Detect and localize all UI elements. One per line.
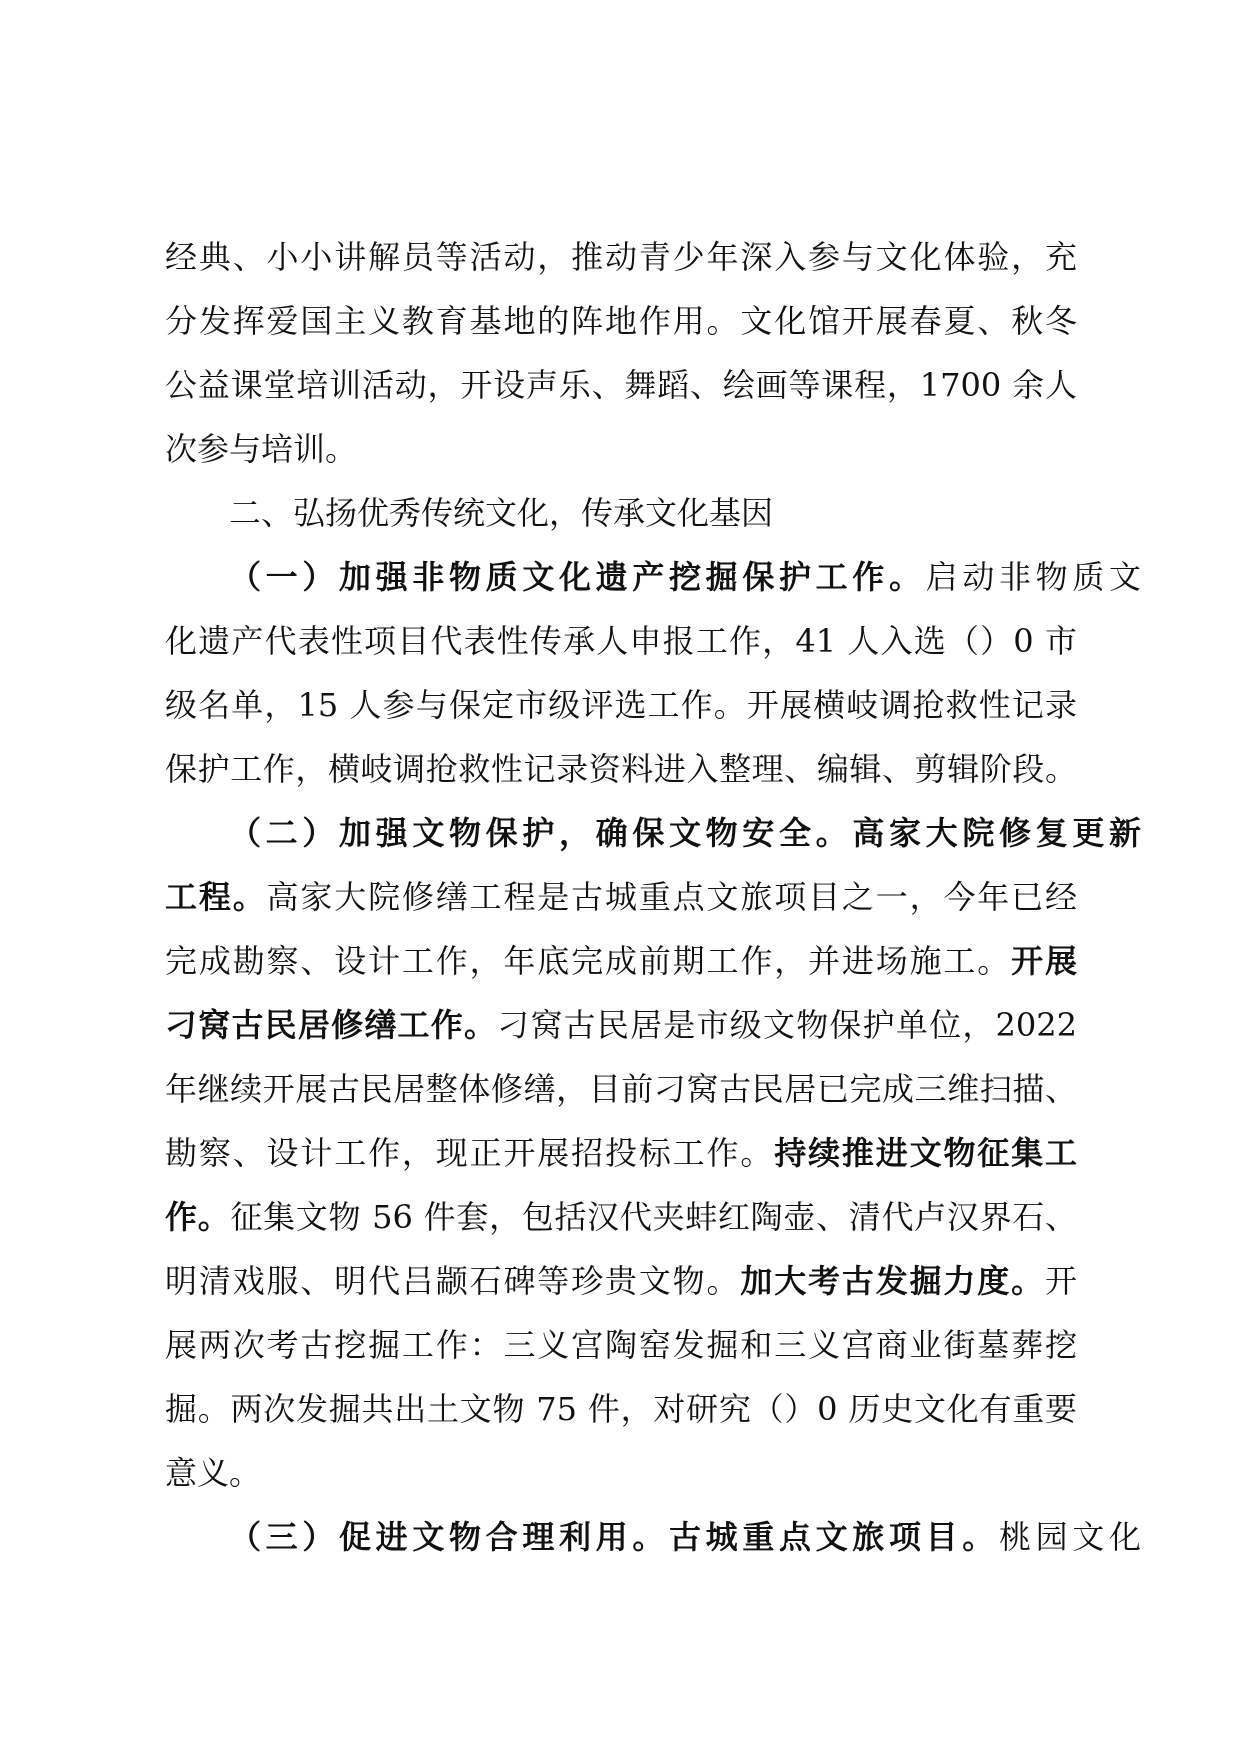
paragraph-line (165, 929, 1077, 993)
paragraph-line: 年继续开展古民居整体修缮，目前刁窝古民居已完成三维扫描、 (165, 1070, 1077, 1108)
bold-lead: （一）加强非物质文化遗产挖掘保护工作。 (229, 558, 926, 596)
paragraph-line: （二）加强文物保护，确保文物安全。高家大院修复更新 (229, 814, 1141, 852)
paragraph-text: 勘察、设计工作，现正开展招投标工作。 (165, 1134, 775, 1172)
paragraph-line: 经典、小小讲解员等活动，推动青少年深入参与文化体验，充 (165, 238, 1077, 276)
paragraph-line (165, 1505, 1141, 1569)
paragraph-text: 开 (1044, 1262, 1077, 1300)
section-heading: 二、弘扬优秀传统文化，传承文化基因 (229, 494, 774, 532)
paragraph-line: 掘。两次发掘共出土文物 75 件，对研究（）0 历史文化有重要 (165, 1390, 1077, 1428)
paragraph-line: 分发挥爱国主义教育基地的阵地作用。文化馆开展春夏、秋冬 (165, 302, 1077, 340)
bold-lead: 加大考古发掘力度。 (740, 1262, 1045, 1300)
bold-lead: 持续推进文物征集工 (774, 1134, 1077, 1172)
paragraph-line: 展两次考古挖掘工作：三义宫陶窑发掘和三义宫商业街墓葬挖 (165, 1326, 1077, 1364)
paragraph-line (165, 993, 1077, 1057)
bold-lead: 作。 (165, 1198, 231, 1236)
paragraph-line (165, 1249, 1077, 1313)
paragraph-text: 桃园文化 (998, 1518, 1141, 1556)
bold-lead: 开展 (1011, 942, 1077, 980)
paragraph-text: 刁窝古民居是市级文物保护单位，2022 (497, 1006, 1077, 1044)
paragraph-line: 次参与培训。 (165, 430, 358, 468)
paragraph-line (165, 1185, 1077, 1249)
bold-lead: （三）促进文物合理利用。古城重点文旅项目。 (229, 1518, 999, 1556)
paragraph-text: 明清戏服、明代吕颛石碑等珍贵文物。 (165, 1262, 741, 1300)
paragraph-line: 级名单，15 人参与保定市级评选工作。开展横岐调抢救性记录 (165, 686, 1077, 724)
bold-lead: 工程。 (165, 878, 267, 916)
paragraph-line (165, 865, 1077, 929)
paragraph-line: 保护工作，横岐调抢救性记录资料进入整理、编辑、剪辑阶段。 (165, 750, 1077, 788)
paragraph-line: 公益课堂培训活动，开设声乐、舞蹈、绘画等课程，1700 余人 (165, 366, 1077, 404)
paragraph-line (165, 545, 1141, 609)
document-body (165, 225, 1141, 1569)
paragraph-line (165, 1121, 1077, 1185)
bold-lead: 刁窝古民居修缮工作。 (165, 1006, 498, 1044)
paragraph-text: 征集文物 56 件套，包括汉代夹蚌红陶壶、清代卢汉界石、 (230, 1198, 1077, 1236)
paragraph-text: 完成勘察、设计工作，年底完成前期工作，并进场施工。 (165, 942, 1012, 980)
paragraph-line: 化遗产代表性项目代表性传承人申报工作，41 人入选（）0 市 (165, 622, 1077, 660)
paragraph-text: 启动非物质文 (925, 558, 1141, 596)
paragraph-text: 高家大院修缮工程是古城重点文旅项目之一，今年已经 (266, 878, 1077, 916)
paragraph-line: 意义。 (165, 1454, 262, 1492)
